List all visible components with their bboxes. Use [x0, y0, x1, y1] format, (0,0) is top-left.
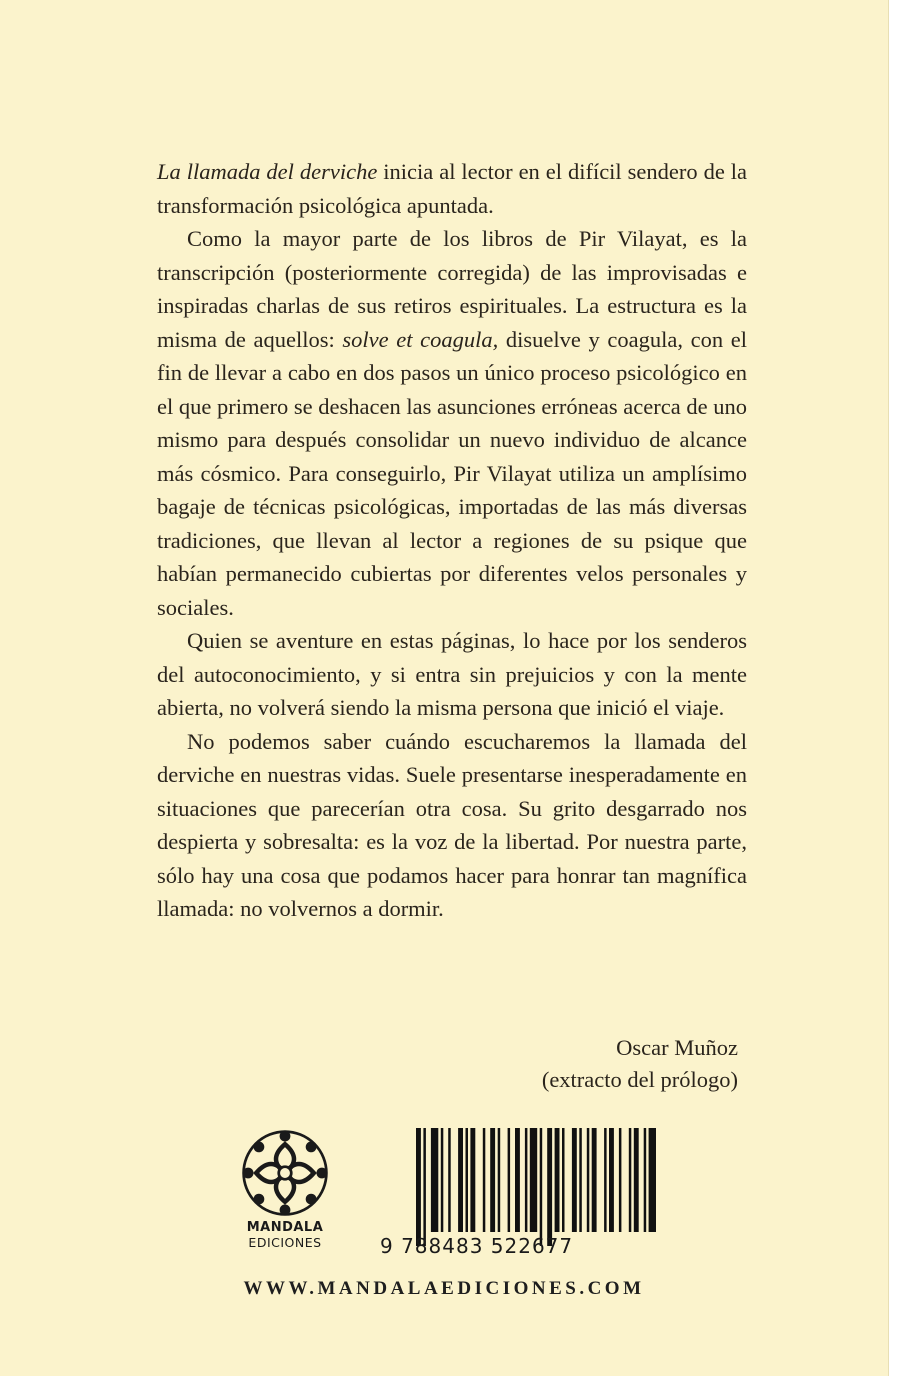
barcode-bar: [441, 1128, 444, 1232]
publisher-name: MANDALA: [246, 1220, 324, 1235]
barcode-bar: [515, 1128, 520, 1232]
book-title: La llamada del derviche: [157, 159, 378, 184]
barcode-bar: [579, 1128, 582, 1232]
barcode-bar: [649, 1128, 656, 1232]
publisher-logo: [240, 1128, 330, 1260]
mandala-logo-icon: [240, 1128, 330, 1218]
publisher-sub: EDICIONES: [248, 1235, 322, 1250]
barcode-bar: [555, 1128, 560, 1232]
blurb-text: [157, 155, 747, 926]
barcode-bar: [423, 1128, 426, 1246]
barcode-bar: [448, 1128, 451, 1232]
barcode-bar: [490, 1128, 495, 1232]
author-name: Oscar Muñoz: [616, 1035, 738, 1060]
barcode-bar: [572, 1128, 577, 1232]
paragraph-4: No podemos saber cuándo escucharemos la llamada del derviche en nuestras vidas. Suele presentarse inesperadamente en situaciones que parecerían otra cosa. Su grito desgarrado nos despierta y sobresalta: es la voz de la libertad. Por nuestra parte, sólo hay una cosa que podamos hacer para honrar tan magnífica llamada: no volvernos a dormir.: [157, 728, 747, 921]
barcode-bar: [458, 1128, 463, 1232]
paragraph-2: Como la mayor parte de los libros de Pir Vilayat, es la transcripción (posteriormente corregida) de las improvisadas e inspiradas charlas de sus retiros espirituales. La estructura es la misma de aquellos: solve et coagula, disuelve y coagula, con el fin de llevar a cabo en dos pasos un único proceso psicológico en el que primero se deshacen las asunciones erróneas acerca de uno mismo para después consolidar un nuevo individuo de alcance más cósmico. Para conseguirlo, Pir Vilayat utiliza un amplísimo bagaje de técnicas psicológicas, importadas de las más diversas tradiciones, que llevan al lector a regiones de su psique que habían permanecido cubiertas por diferentes velos personales y sociales.: [157, 226, 747, 620]
barcode-bar: [609, 1128, 614, 1232]
barcode-bar: [562, 1128, 565, 1232]
barcode-bar: [604, 1128, 607, 1232]
source-note: (extracto del prólogo): [541, 1067, 738, 1092]
barcode-bar: [483, 1128, 486, 1232]
latin-phrase: solve et coagula,: [342, 326, 499, 352]
website-url: WWW.MANDALAEDICIONES.COM: [243, 1278, 645, 1299]
barcode-bar: [416, 1128, 421, 1246]
barcode-bar: [508, 1128, 511, 1232]
barcode-bar: [629, 1128, 632, 1232]
barcode-bar: [498, 1128, 501, 1232]
paragraph-3: Quien se aventure en estas páginas, lo hace por los senderos del autoconocimiento, y si entra sin prejuicios y con la mente abierta, no volverá siendo la misma persona que inició el viaje.: [157, 628, 747, 720]
barcode-bar: [466, 1128, 469, 1232]
barcode-bar: [540, 1128, 543, 1246]
paragraph-1: La llamada del derviche inicia al lector en el difícil sendero de la transformación psicológica apuntada.: [157, 159, 747, 218]
barcode-bar: [587, 1128, 590, 1232]
barcode-bar: [470, 1128, 475, 1232]
barcode-bar: [644, 1128, 647, 1232]
isbn-number: 9 788483 522677: [380, 1234, 574, 1258]
barcode-bar: [547, 1128, 552, 1246]
barcode: [380, 1128, 662, 1263]
barcode-bar: [619, 1128, 622, 1232]
signature: [542, 1032, 738, 1096]
barcode-bar: [431, 1128, 438, 1232]
barcode-bar: [592, 1128, 597, 1232]
barcode-bar: [530, 1128, 537, 1232]
barcode-bar: [634, 1128, 639, 1232]
barcode-bar: [525, 1128, 528, 1232]
